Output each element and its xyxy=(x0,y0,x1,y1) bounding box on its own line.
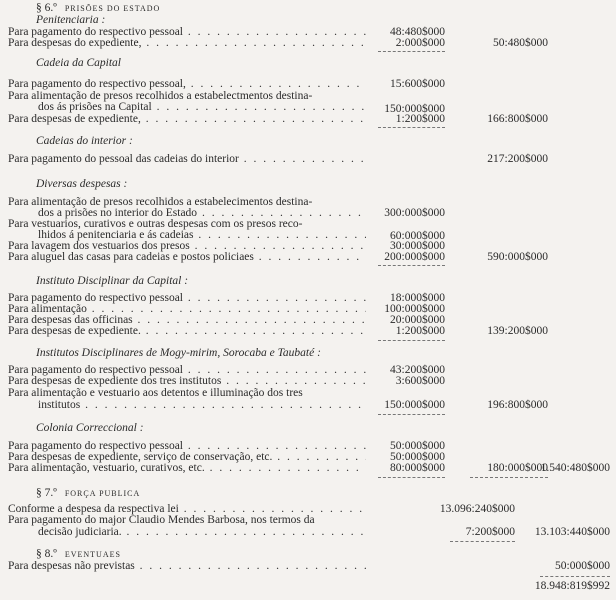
line-value: 150:000$000 xyxy=(384,103,445,115)
institutos-interior-heading: Institutos Disciplinares de Mogy-mirim, Sorocaba e Taubaté : xyxy=(36,347,321,359)
subtotal: 590:000$000 xyxy=(487,251,548,263)
sum-rule xyxy=(378,477,445,478)
section-number: § 6.º xyxy=(36,2,57,14)
line-label-cont: dos a prisões no interior do Estado . . xyxy=(38,208,366,219)
sum-rule xyxy=(540,576,610,577)
line-label: Para aluguel das casas para cadeias e postos policiaes . . xyxy=(8,252,366,263)
line-label: Para pagamento do major Claudio Mendes Barbosa, nos termos da xyxy=(8,514,315,526)
line-label: Para alimentação e vestuario aos detentos e illuminação dos tres xyxy=(8,387,303,399)
line-value: 15:600$000 xyxy=(390,78,445,90)
section-6-heading xyxy=(36,3,160,14)
line-value: 20:000$000 xyxy=(390,314,445,326)
line-label: Para despesas de expediente dos tres institutos . . xyxy=(8,376,366,387)
line-label: Para despesas não previstas . . xyxy=(8,561,366,572)
line-label: Para pagamento do respectivo pessoal . . xyxy=(8,293,366,304)
line-label: Para pagamento do respectivo pessoal . . xyxy=(8,27,366,38)
line-value: 43:200$000 xyxy=(390,364,445,376)
line-label-cont: decisão judiciaria. . . xyxy=(38,527,366,538)
line-label: Para despesas de expediente, serviço de conservação, etc. . . xyxy=(8,452,366,463)
line-value: 1:200$000 xyxy=(395,113,445,125)
section-name: FORÇA PUBLICA xyxy=(64,489,141,498)
section-8-heading xyxy=(36,549,121,560)
line-value: 3:600$000 xyxy=(395,375,445,387)
line-label: Para despesas das officinas . . xyxy=(8,315,366,326)
line-value: 48:480$000 xyxy=(390,26,445,38)
line-value: 50:000$000 xyxy=(390,451,445,463)
section-total: 1.540:480$000 xyxy=(540,462,610,474)
sum-rule xyxy=(450,541,515,542)
colonia-heading: Colonia Correccional : xyxy=(36,422,144,434)
subtotal: 50:480$000 xyxy=(493,37,548,49)
diversas-heading: Diversas despesas : xyxy=(36,178,128,190)
line-label: Para alimentação . . xyxy=(8,304,366,315)
line-label: Para pagamento do respectivo pessoal . . xyxy=(8,441,366,452)
line-label: Para despesas do expediente, . . xyxy=(8,38,366,49)
section-number: § 7.º xyxy=(36,487,57,499)
line-value: 30:000$000 xyxy=(390,240,445,252)
line-label: Para vestuarios, curativos e outras despesas com os presos reco- xyxy=(8,218,303,230)
subtotal: 166:800$000 xyxy=(487,113,548,125)
subtotal: 139:200$000 xyxy=(487,325,548,337)
instituto-capital-heading: Instituto Disciplinar da Capital : xyxy=(36,275,189,287)
line-value: 13.096:240$000 xyxy=(439,503,515,515)
line-label: Para alimentação de presos recolhidos a estabelectmentos destina- xyxy=(8,90,313,102)
section-number: § 8.º xyxy=(36,548,57,560)
sum-rule xyxy=(378,414,445,415)
line-label-cont: dos ás prisões na Capital . . xyxy=(38,102,366,113)
line-label: Para alimentação de presos recolhidos a estabelecimentos destina- xyxy=(8,196,313,208)
line-label: Para lavagem dos vestuarios dos presos . . xyxy=(8,241,366,252)
subtotal: 217:200$000 xyxy=(487,153,548,165)
penitenciaria-heading: Penitenciaria : xyxy=(36,14,106,26)
line-label: Para pagamento do respectivo pessoal, . . xyxy=(8,79,366,90)
line-value: 200:000$000 xyxy=(384,251,445,263)
sum-rule xyxy=(378,340,445,341)
line-value: 300:000$000 xyxy=(384,207,445,219)
line-label: Para alimentação, vestuario, curativos, etc. . . xyxy=(8,463,366,474)
line-value: 80:000$000 xyxy=(390,462,445,474)
line-value: 2:000$000 xyxy=(395,37,445,49)
sum-rule xyxy=(378,51,445,52)
subtotal: 196:800$000 xyxy=(487,399,548,411)
line-value: 7:200$000 xyxy=(465,526,515,538)
line-label: Para pagamento do respectivo pessoal . . xyxy=(8,365,366,376)
sum-rule xyxy=(378,265,445,266)
section-name: PRISÕES DO ESTADO xyxy=(64,4,161,13)
line-value: 18:000$000 xyxy=(390,292,445,304)
line-label: Para despesas de expediente, . . xyxy=(8,114,366,125)
line-label: Para despesas de expediente. . . xyxy=(8,326,366,337)
sum-rule xyxy=(378,127,445,128)
line-label: Para pagamento do pessoal das cadeias do interior . . xyxy=(8,154,366,165)
line-value: 1:200$000 xyxy=(395,325,445,337)
section-total: 13.103:440$000 xyxy=(534,526,610,538)
line-label: Conforme a despesa da respectiva lei . . xyxy=(8,504,366,515)
final-total: 18.948:819$992 xyxy=(534,580,610,592)
line-label-cont: institutos . . xyxy=(38,400,366,411)
subtotal: 180:000$000 xyxy=(487,462,548,474)
line-value: 60:000$000 xyxy=(390,230,445,242)
cadeia-capital-heading: Cadeia da Capital xyxy=(36,57,121,69)
line-label-cont: lhidos á penitenciaria e ás cadeias . . xyxy=(38,230,366,241)
section-total: 50:000$000 xyxy=(555,560,610,572)
line-value: 50:000$000 xyxy=(390,440,445,452)
section-name: EVENTUAES xyxy=(64,550,121,559)
line-value: 150:000$000 xyxy=(384,399,445,411)
line-value: 100:000$000 xyxy=(384,303,445,315)
section-7-heading xyxy=(36,488,140,499)
sum-rule xyxy=(470,477,548,478)
cadeias-interior-heading: Cadeias do interior : xyxy=(36,135,133,147)
